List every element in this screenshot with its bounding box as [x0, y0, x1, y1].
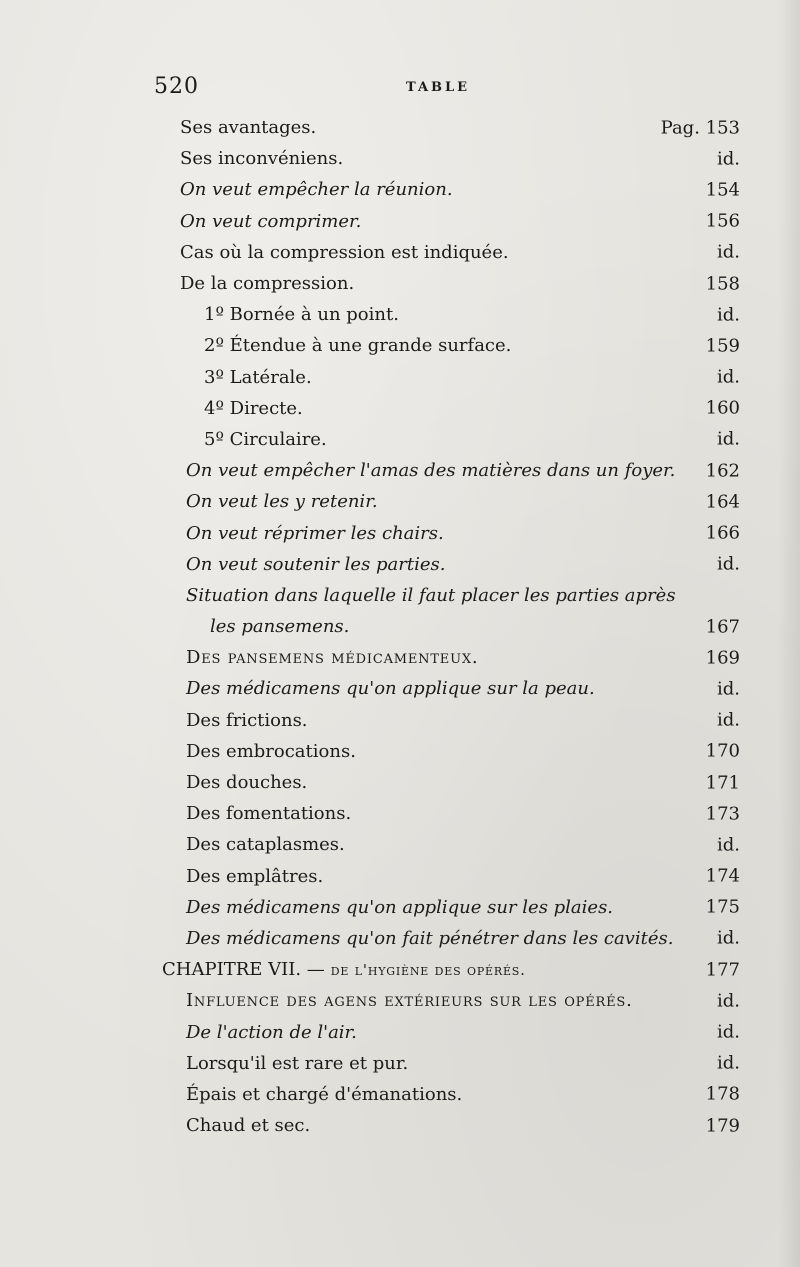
toc-entry-title: Chaud et sec.: [186, 1115, 311, 1137]
toc-entry: [150, 767, 750, 798]
page-header: [154, 74, 754, 108]
toc-entry-title: Des médicamens qu'on applique sur les plaies.: [186, 896, 614, 918]
toc-entry-title: De l'action de l'air.: [186, 1021, 357, 1043]
toc-entry-title: Ses avantages.: [180, 117, 317, 139]
toc-entry-page: 171: [705, 772, 740, 794]
toc-entry: [150, 299, 750, 330]
toc-entry-title: Des médicamens qu'on applique sur la peau.: [186, 678, 595, 700]
toc-entry-title: De la compression.: [180, 273, 355, 295]
toc-entry-title: Des frictions.: [186, 709, 308, 731]
toc-entry-page: Pag. 153: [660, 117, 740, 139]
toc-entry-title: On veut les y retenir.: [186, 491, 378, 513]
toc-entry: [150, 112, 750, 143]
running-head: TABLE: [406, 80, 471, 95]
toc-entry-page: id.: [716, 366, 740, 388]
toc-entry: [150, 362, 750, 393]
toc-entry-page: id.: [716, 990, 740, 1012]
toc-entry: [150, 330, 750, 361]
toc-entry: [150, 642, 750, 673]
toc-entry-title: Lorsqu'il est rare et pur.: [186, 1052, 409, 1074]
toc-entry-title: Cas où la compression est indiquée.: [180, 241, 509, 263]
toc-entry: [150, 892, 750, 923]
toc-entry-page: 167: [705, 616, 740, 638]
toc-entry-page: id.: [716, 241, 740, 263]
toc-entry-page: 173: [705, 803, 740, 825]
toc-entry: [150, 985, 750, 1016]
toc-entry-page: id.: [716, 148, 740, 170]
toc-entry-title: Ses inconvéniens.: [180, 148, 344, 170]
toc-entry: [150, 1110, 750, 1141]
table-of-contents: [150, 112, 750, 1141]
toc-entry-page: 175: [705, 896, 740, 918]
toc-entry: [150, 954, 750, 985]
toc-entry-page: 164: [705, 491, 740, 513]
toc-entry: [150, 1079, 750, 1110]
toc-entry-page: 166: [705, 522, 740, 544]
toc-entry-title: Influence des agens extérieurs sur les opérés.: [186, 990, 633, 1012]
toc-entry: [150, 393, 750, 424]
toc-entry: [150, 923, 750, 954]
toc-entry-title: On veut réprimer les chairs.: [186, 522, 444, 544]
toc-entry-title: Des embrocations.: [186, 740, 356, 762]
toc-entry-page: 178: [705, 1083, 740, 1105]
toc-entry-title: Des fomentations.: [186, 803, 352, 825]
toc-entry-page: id.: [716, 927, 740, 949]
chapter-subtitle: de l'hygiène des opérés.: [330, 960, 526, 979]
toc-entry: [150, 486, 750, 517]
toc-entry: [150, 237, 750, 268]
toc-entry-page: 156: [705, 210, 740, 232]
toc-entry: [150, 705, 750, 736]
toc-entry: [150, 174, 750, 205]
toc-entry-page: 160: [705, 397, 740, 419]
toc-entry-page: id.: [716, 678, 740, 700]
toc-entry: [150, 580, 750, 611]
toc-entry: [150, 549, 750, 580]
toc-entry-page: 154: [705, 179, 740, 201]
page-edge-shadow: [778, 0, 800, 1267]
toc-entry-title: Des cataplasmes.: [186, 834, 345, 856]
toc-entry-title: 4º Directe.: [204, 397, 303, 419]
toc-entry: [150, 736, 750, 767]
toc-entry-page: 174: [705, 865, 740, 887]
toc-entry: [150, 1016, 750, 1047]
page-number: 520: [154, 74, 199, 99]
toc-entry: [150, 455, 750, 486]
toc-entry: [150, 424, 750, 455]
toc-entry: [150, 517, 750, 548]
toc-entry: [150, 829, 750, 860]
toc-entry-title: les pansemens.: [210, 616, 350, 638]
toc-entry-title: Des douches.: [186, 772, 308, 794]
toc-entry: [150, 206, 750, 237]
toc-entry-title: 2º Étendue à une grande surface.: [204, 335, 512, 357]
toc-entry: [150, 798, 750, 829]
toc-entry-title: On veut comprimer.: [180, 210, 362, 232]
toc-entry-title: Des emplâtres.: [186, 865, 324, 887]
toc-entry-page: 177: [705, 959, 740, 981]
toc-entry-page: 158: [705, 273, 740, 295]
toc-entry-page: 170: [705, 740, 740, 762]
toc-entry: [150, 143, 750, 174]
toc-entry-page: 162: [705, 460, 740, 482]
toc-entry-title: On veut empêcher la réunion.: [180, 179, 453, 201]
toc-entry-title: Des médicamens qu'on fait pénétrer dans les cavités.: [186, 927, 674, 949]
toc-entry-title: On veut empêcher l'amas des matières dans un foyer.: [186, 460, 676, 482]
toc-entry: [150, 611, 750, 642]
toc-entry-title: On veut soutenir les parties.: [186, 553, 446, 575]
toc-entry-page: 179: [705, 1115, 740, 1137]
toc-entry-page: id.: [716, 553, 740, 575]
toc-entry-title: 1º Bornée à un point.: [204, 304, 399, 326]
toc-entry-page: id.: [716, 1021, 740, 1043]
toc-entry: [150, 268, 750, 299]
toc-entry: [150, 861, 750, 892]
toc-entry-page: id.: [716, 1052, 740, 1074]
toc-entry-page: id.: [716, 304, 740, 326]
toc-entry-title: 5º Circulaire.: [204, 428, 327, 450]
toc-entry-title: Situation dans laquelle il faut placer les parties après: [186, 584, 676, 606]
toc-entry-title: CHAPITRE VII. —: [162, 959, 325, 981]
toc-entry: [150, 1048, 750, 1079]
toc-entry-page: id.: [716, 428, 740, 450]
toc-entry-page: id.: [716, 834, 740, 856]
toc-entry-title: Des pansemens médicamenteux.: [186, 647, 479, 669]
toc-entry-page: id.: [716, 709, 740, 731]
toc-entry-page: 169: [705, 647, 740, 669]
toc-entry: [150, 673, 750, 704]
toc-entry-title: Épais et chargé d'émanations.: [186, 1083, 463, 1105]
toc-entry-page: 159: [705, 335, 740, 357]
toc-entry-title: 3º Latérale.: [204, 366, 312, 388]
